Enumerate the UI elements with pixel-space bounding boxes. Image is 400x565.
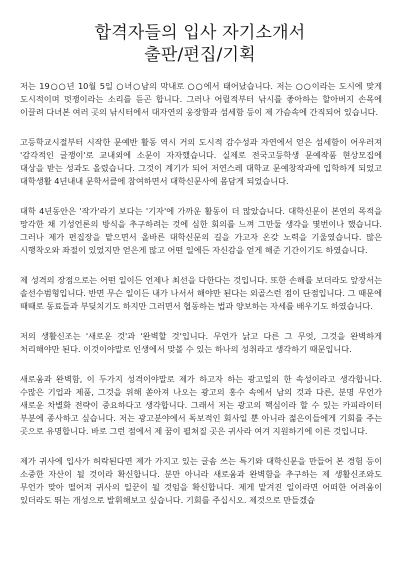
paragraph-aspiration: 제가 귀사에 입사가 허락된다면 제가 가지고 있는 글솜 쓰는 특기와 대학신문을 만들어 본 경험 등이 소중한 자산이 될 것이라 확신합니다. 분만 아니라 새로움과 완벽함을 추구하는 제 생활신조와도 무언가 맞아 떨어져 귀사의 일꾼이 될 것임을 확신합니다. 제게 맡겨진 일이라면 어떠한 어려움이 있더라도 뛰는 개성으로 발휘해보고 싶습니다. 기회를 주십시오. 제것으로 만들겠습 bbox=[20, 456, 382, 505]
document-title bbox=[0, 22, 400, 66]
paragraph-university: 대학 4년동안은 '작가'라기 보다는 '기자'에 가까운 활동이 더 많았습니다. 대학신문이 본연의 목적을 망각한 채 기성언론의 방식을 추구하려는 것에 심한 회의를 느껴 그만둘 생각을 몇번이나 했습니다. 그러나 제가 편집장을 맡으면서 올바른 대학신문의 길을 가고자 온갖 노력을 기울였습니다. 많은 시행착오와 좌절이 있었지만 얻은게 많고 어떤 일에든 자신감을 얻게 해준 기간이기도 하였습니다. bbox=[20, 206, 382, 255]
paragraph-personality: 제 성격의 장점으로는 어떤 일이든 언제나 최선을 다한다는 것입니다. 또한 손해를 보더라도 앞장서는 솔선수범형입니다. 반면 무슨 일이든 내가 나서서 해야만 된다는 외골스런 점이 단점입니다. 그 때문에 때때로 동료들과 부딪치기도 하지만 그러면서 협동하는 법과 양보하는 자세를 배우기도 하였습니다. bbox=[20, 275, 382, 311]
paragraph-life-motto: 저의 생활신조는 '새로운 것'과 '완벽할 것'입니다. 무언가 낡고 다른 그 무엇, 그것을 완벽하게 처리해야만 된다. 이것이야말로 인생에서 맞볼 수 있는 하나의 성취라고 생각하기 때문입니다. bbox=[20, 331, 382, 354]
document-title-line-2: 출판/편집/기획 bbox=[144, 45, 256, 65]
paragraph-introduction: 저는 19○○년 10월 5일 ○녀○남의 막내로 ○○에서 태어났습니다. 저는 ○○이라는 도시에 맞게 도시적이며 멋쟁이라는 소리를 듣곤 합니다. 그러나 어릴적부터 낚시를 좋아하는 할아버지 손목에 이끌려 다녀본 여러 곳의 낚시터에서 대자연의 웅장함과 섬세함 등이 제 가슴속에 간직되어 있습니다. bbox=[20, 81, 382, 117]
document-body bbox=[20, 80, 382, 524]
document-title-line-1: 합격자들의 입사 자기소개서 bbox=[94, 23, 306, 43]
paragraph-motivation: 새로움과 완벽함, 이 두가지 성격이야말로 제가 하고자 하는 광고일의 한 속성이라고 생각합니다. 수많은 기업과 제품, 그것을 위해 쏟아져 나오는 광고의 홍수 속에서 남의 것과 다른, 분명 무언가 새로운 차별화 전략이 중요하다고 생각합니다. 그래서 저는 광고의 핵심이라 할 수 있는 카피라이터 부분에 종사하고 싶습니다. 저는 광고분야에서 독보적인 회사일 뿐 아니라 젊은이들에게 기회를 주는 곳으로 유명합니다. 바로 그런 점에서 제 꿈이 펼쳐질 곳은 귀사라 여겨 지원하기에 이른 것입니다. bbox=[20, 374, 382, 436]
paragraph-high-school: 고등학교시절부터 시작한 문예반 활동 역시 거의 도시적 감수성과 자연에서 얻은 섬세함이 어우러져 '감각적인 글쟁이'로 교내외에 소문이 자자했습니다. 실제로 전국고등학생 문예작품 현상모집에 대상을 받는 성과도 올렸습니다. 그것이 계기가 되어 저연스레 대학교 문예창작과에 입학하게 되었고 대학생활 4년내내 문학서클에 참여하면서 대학신문사에 몸담게 되었습니다. bbox=[20, 137, 382, 186]
